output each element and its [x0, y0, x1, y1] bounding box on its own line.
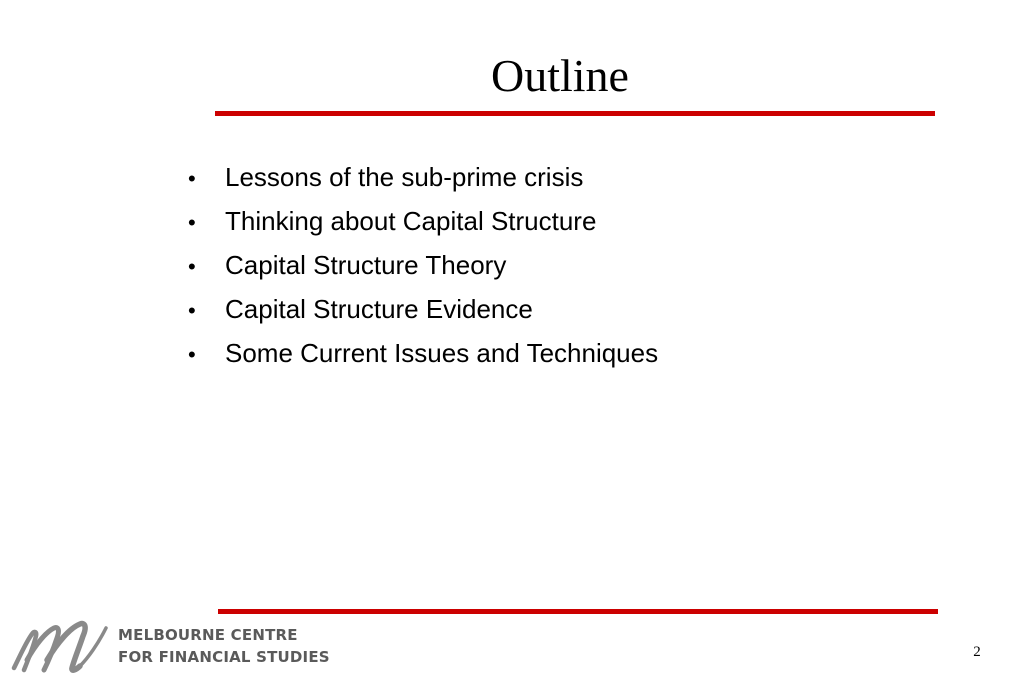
list-item-text: Some Current Issues and Techniques — [225, 338, 659, 368]
outline-list — [188, 155, 658, 375]
mcfs-logo — [10, 618, 330, 674]
slide-title: Outline — [491, 50, 629, 101]
list-item-text: Thinking about Capital Structure — [225, 206, 597, 236]
list-item — [188, 243, 658, 287]
bullet-icon: • — [188, 298, 196, 323]
bullet-icon: • — [188, 254, 196, 279]
logo-line-1: MELBOURNE CENTRE — [118, 626, 298, 644]
list-item — [188, 287, 658, 331]
bullet-icon: • — [188, 210, 196, 235]
footer-rule — [218, 609, 938, 614]
bullet-icon: • — [188, 342, 196, 367]
list-item — [188, 199, 658, 243]
list-item-text: Capital Structure Evidence — [225, 294, 533, 324]
list-item-text: Capital Structure Theory — [225, 250, 507, 280]
list-item — [188, 155, 658, 199]
list-item-text: Lessons of the sub-prime crisis — [225, 162, 584, 192]
page-number: 2 — [973, 644, 981, 660]
list-item — [188, 331, 658, 375]
script-m-logo-icon — [10, 618, 110, 674]
title-underline — [215, 111, 935, 116]
logo-line-2: FOR FINANCIAL STUDIES — [118, 648, 330, 666]
bullet-icon: • — [188, 166, 196, 191]
